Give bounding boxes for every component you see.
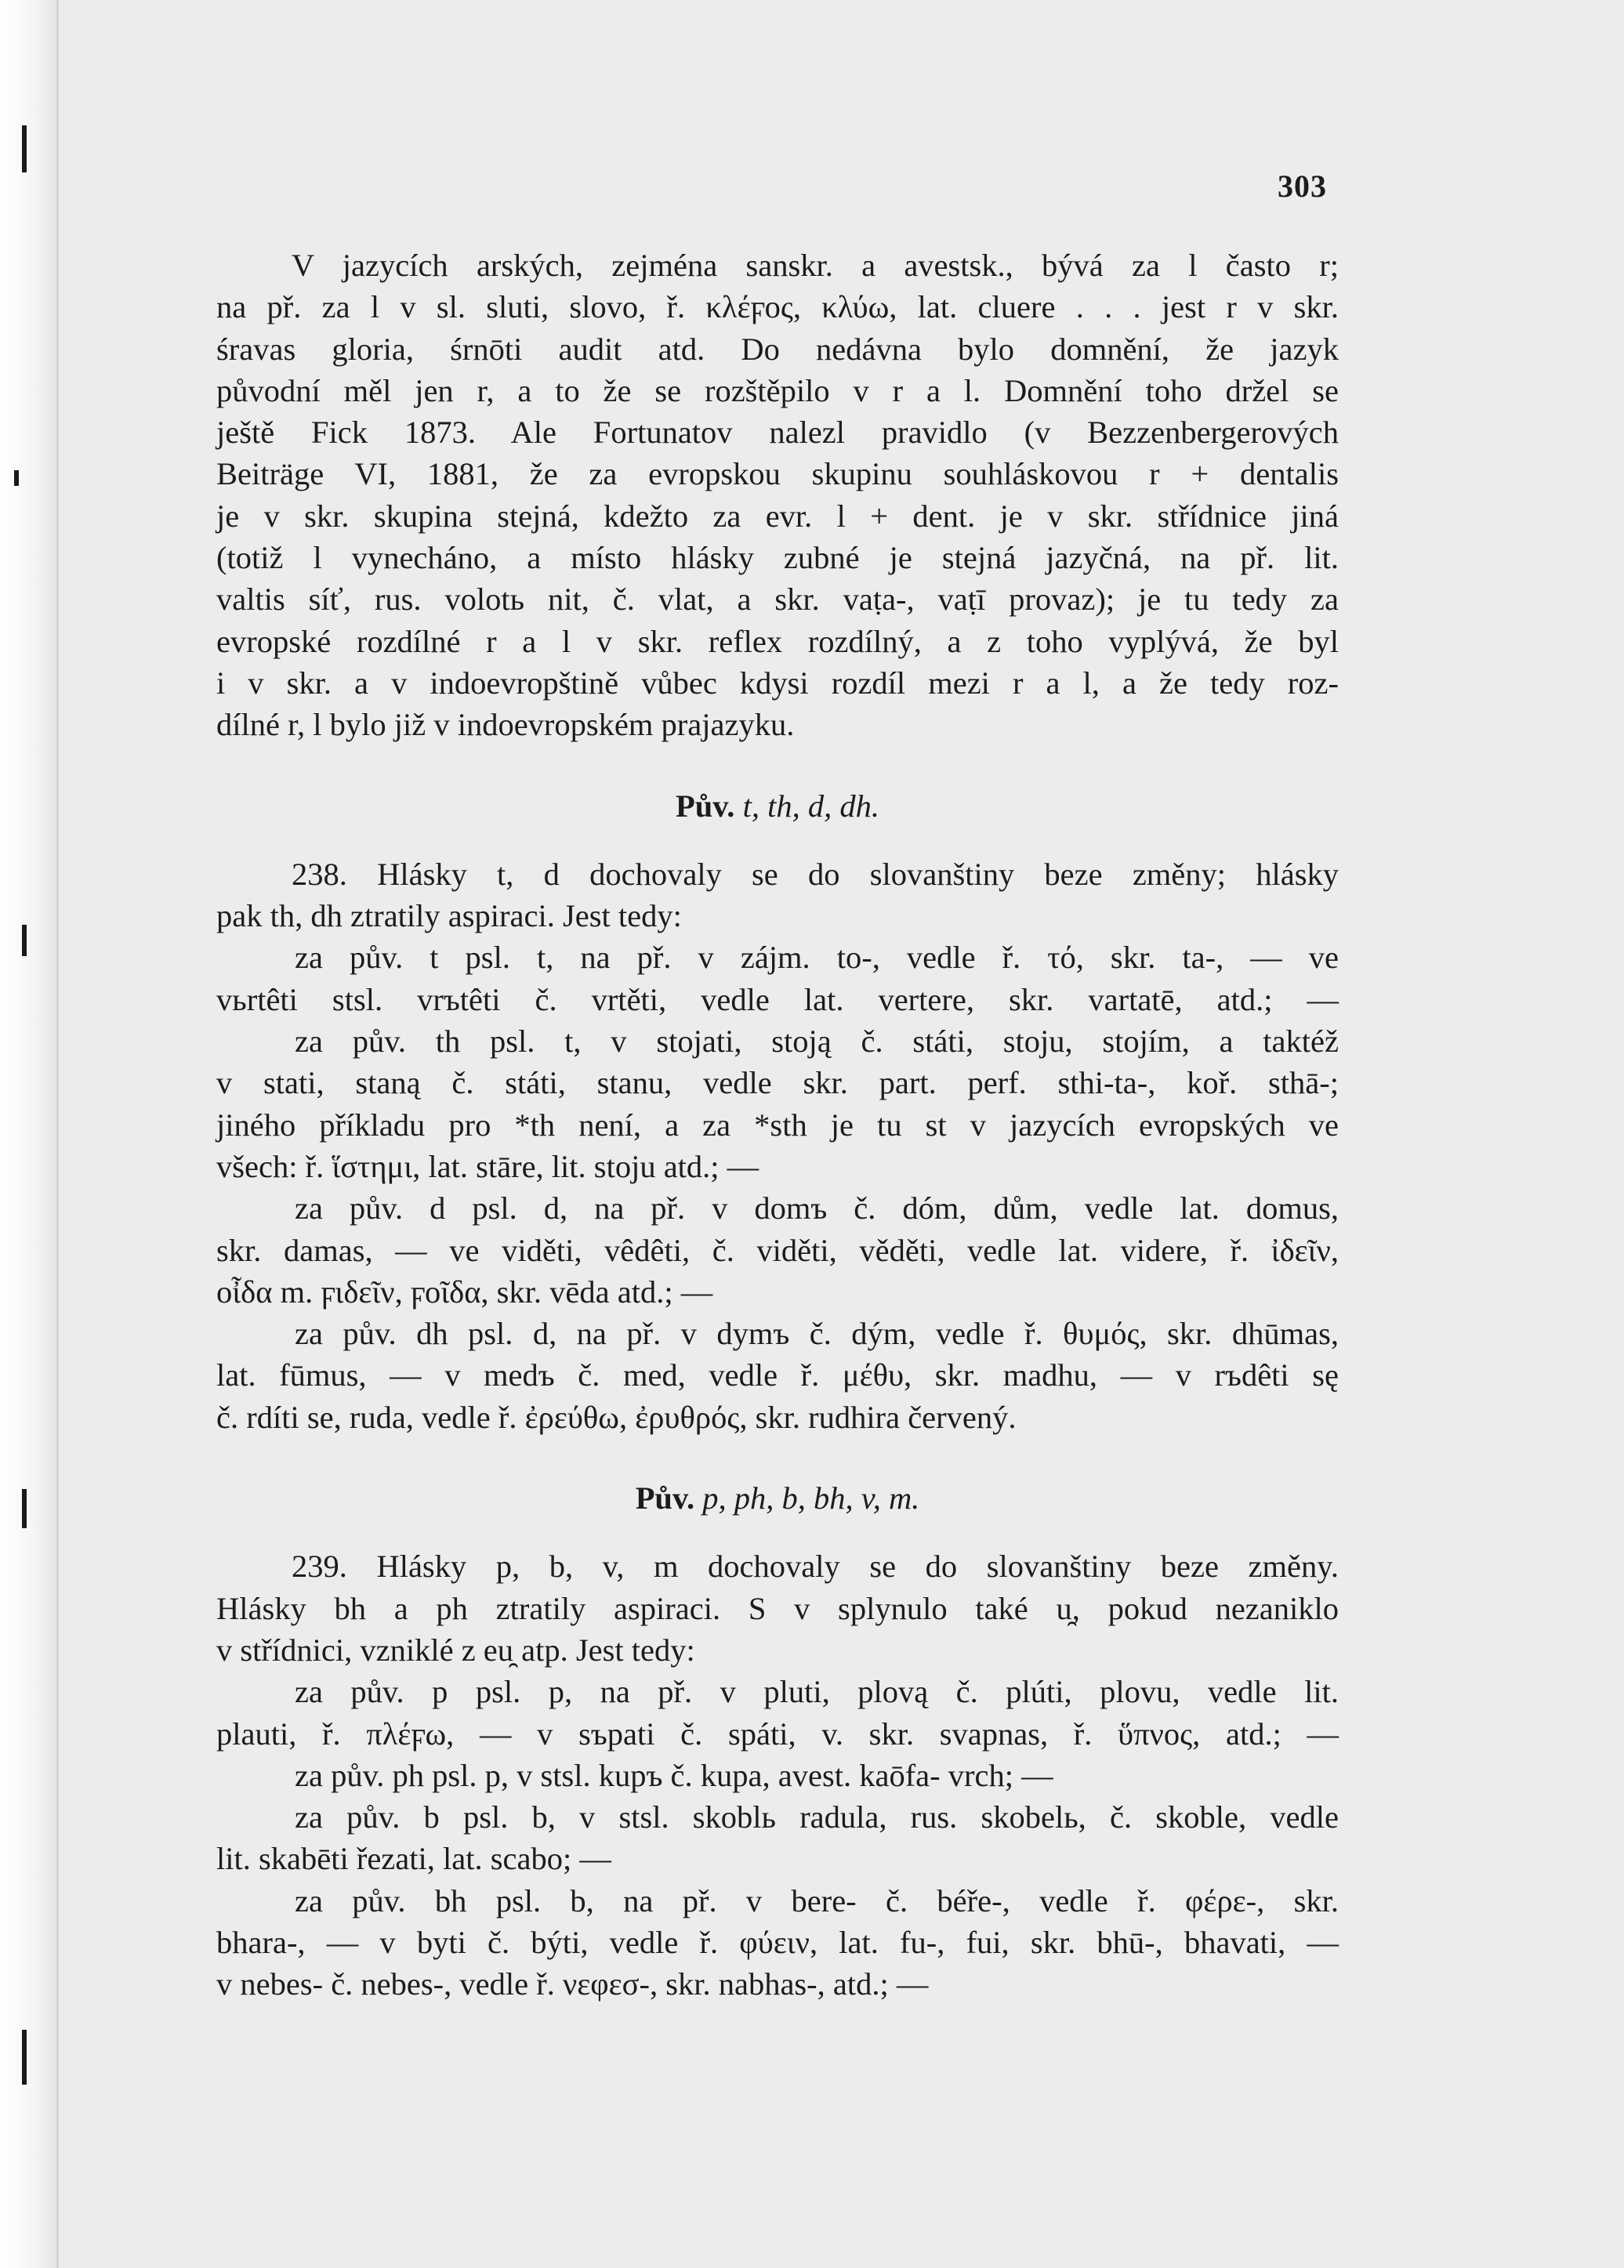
text-line: za pův. d psl. d, na př. v domъ č. dóm, dům, vedle lat. domus, [295,1190,1339,1226]
text-line: jiného příkladu pro *th není, a za *sth je tu st v jazycích evropských ve [216,1107,1339,1143]
text-line: skr. damas, — ve viděti, vêdêti, č. viděti, věděti, vedle lat. videre, ř. ἰδεῖν, [216,1232,1339,1268]
section-239 [216,1545,1339,2005]
text-line: 238. Hlásky t, d dochovaly se do slovanštiny beze změny; hlásky [292,856,1339,892]
text-line: v stati, staną č. státi, stanu, vedle skr. part. perf. sthi-ta-, koř. sthā-; [216,1065,1339,1101]
text-line: evropské rozdílné r a l v skr. reflex rozdílný, a z toho vyplývá, že byl [216,623,1339,659]
section-heading-labials [216,1477,1339,1519]
text-line: na př. za l v sl. sluti, slovo, ř. κλέϝος, κλύω, lat. cluere . . . jest r v skr. [216,289,1339,325]
text-line: bhara-, — v byti č. býti, vedle ř. φύειν, lat. fu-, fui, skr. bhū-, bhavati, — [216,1924,1339,1960]
page-body [216,245,1339,2005]
text-line: je v skr. skupina stejná, kdežto za evr. l + dent. je v skr. střídnice jiná [216,498,1339,534]
text-line: v střídnici, vzniklé z eu̯ atp. Jest tedy: [216,1632,695,1668]
text-line: za pův. dh psl. d, na př. v dymъ č. dým, vedle ř. θυμός, skr. dhūmas, [295,1316,1339,1352]
section-heading-dentals [216,785,1339,827]
text-line: 239. Hlásky p, b, v, m dochovaly se do slovanštiny beze změny. [292,1549,1339,1585]
text-line: všech: ř. ἵστημι, lat. stāre, lit. stoju atd.; — [216,1148,759,1184]
text-line: οἶδα m. ϝιδεῖν, ϝοῖδα, skr. vēda atd.; — [216,1273,713,1310]
binding-mark [22,1489,27,1528]
binding-mark [22,2030,27,2085]
text-line: V jazycích arských, zejména sanskr. a avestsk., bývá za l často r; [292,248,1339,283]
text-line: č. rdíti se, ruda, vedle ř. ἐρεύθω, ἐρυθρός, skr. rudhira červený. [216,1399,1017,1435]
text-line: lat. fūmus, — v medъ č. med, vedle ř. μέθυ, skr. madhu, — v rъdêti sę [216,1357,1339,1393]
text-line: za pův. bh psl. b, na př. v bere- č. béře-, vedle ř. φέρε-, skr. [295,1882,1339,1918]
text-line: původní měl jen r, a to že se rozštěpilo v r a l. Domnění toho držel se [216,372,1339,408]
text-line: i v skr. a v indoevropštině vůbec kdysi rozdíl mezi r a l, a že tedy roz- [216,665,1339,701]
binding-mark [14,470,19,486]
heading-italic: t, th, d, dh. [742,788,879,824]
text-line: Beiträge VI, 1881, že za evropskou skupinu souhláskovou r + dentalis [216,456,1339,492]
text-line: za pův. th psl. t, v stojati, stoją č. státi, stoju, stojím, a taktéž [295,1023,1339,1060]
text-line: za pův. t psl. t, na př. v zájm. to-, vedle ř. τό, skr. ta-, — ve [295,940,1339,976]
text-line: valtis síť, rus. volotь nit, č. vlat, a skr. vaṭa-, vaṭī provaz); je tu tedy za [216,581,1339,618]
binding-mark [22,925,27,956]
text-line: za pův. b psl. b, v stsl. skoblь radula, rus. skobelь, č. skoble, vedle [295,1799,1339,1835]
paragraph-1 [216,245,1339,746]
text-line: (totiž l vynecháno, a místo hlásky zubné je stejná jazyčná, na př. lit. [216,540,1339,576]
section-238 [216,853,1339,1438]
text-line: za pův. ph psl. p, v stsl. kupъ č. kupa, avest. kaōfa- vrch; — [295,1757,1053,1793]
scan-left-edge [0,0,56,2268]
heading-italic: p, ph, b, bh, v, m. [702,1480,920,1516]
text-line: pak th, dh ztratily aspiraci. Jest tedy: [216,898,682,934]
text-line: v nebes- č. nebes-, vedle ř. νεφεσ-, skr. nabhas-, atd.; — [216,1966,929,2002]
text-line: ještě Fick 1873. Ale Fortunatov nalezl pravidlo (v Bezzenbergerových [216,415,1339,451]
text-line: za pův. p psl. p, na př. v pluti, plovą č. plúti, plovu, vedle lit. [295,1674,1339,1710]
text-line: vьrtêti stsl. vrъtêti č. vrtěti, vedle lat. vertere, skr. vartatē, atd.; — [216,981,1339,1017]
text-line: śravas gloria, śrnōti audit atd. Do nedávna bylo domnění, že jazyk [216,331,1339,367]
text-line: lit. skabēti řezati, lat. scabo; — [216,1841,611,1877]
page-number: 303 [1278,168,1327,204]
heading-bold: Pův. [676,788,735,824]
heading-bold: Pův. [635,1480,695,1516]
text-line: Hlásky bh a ph ztratily aspiraci. S v splynulo také u̯, pokud nezaniklo [216,1590,1339,1626]
binding-mark [22,125,27,172]
text-line: plauti, ř. πλέϝω, — v sъpati č. spáti, v. skr. svapnas, ř. ὕπνος, atd.; — [216,1715,1339,1752]
text-line: dílné r, l bylo již v indoevropském prajazyku. [216,707,795,743]
